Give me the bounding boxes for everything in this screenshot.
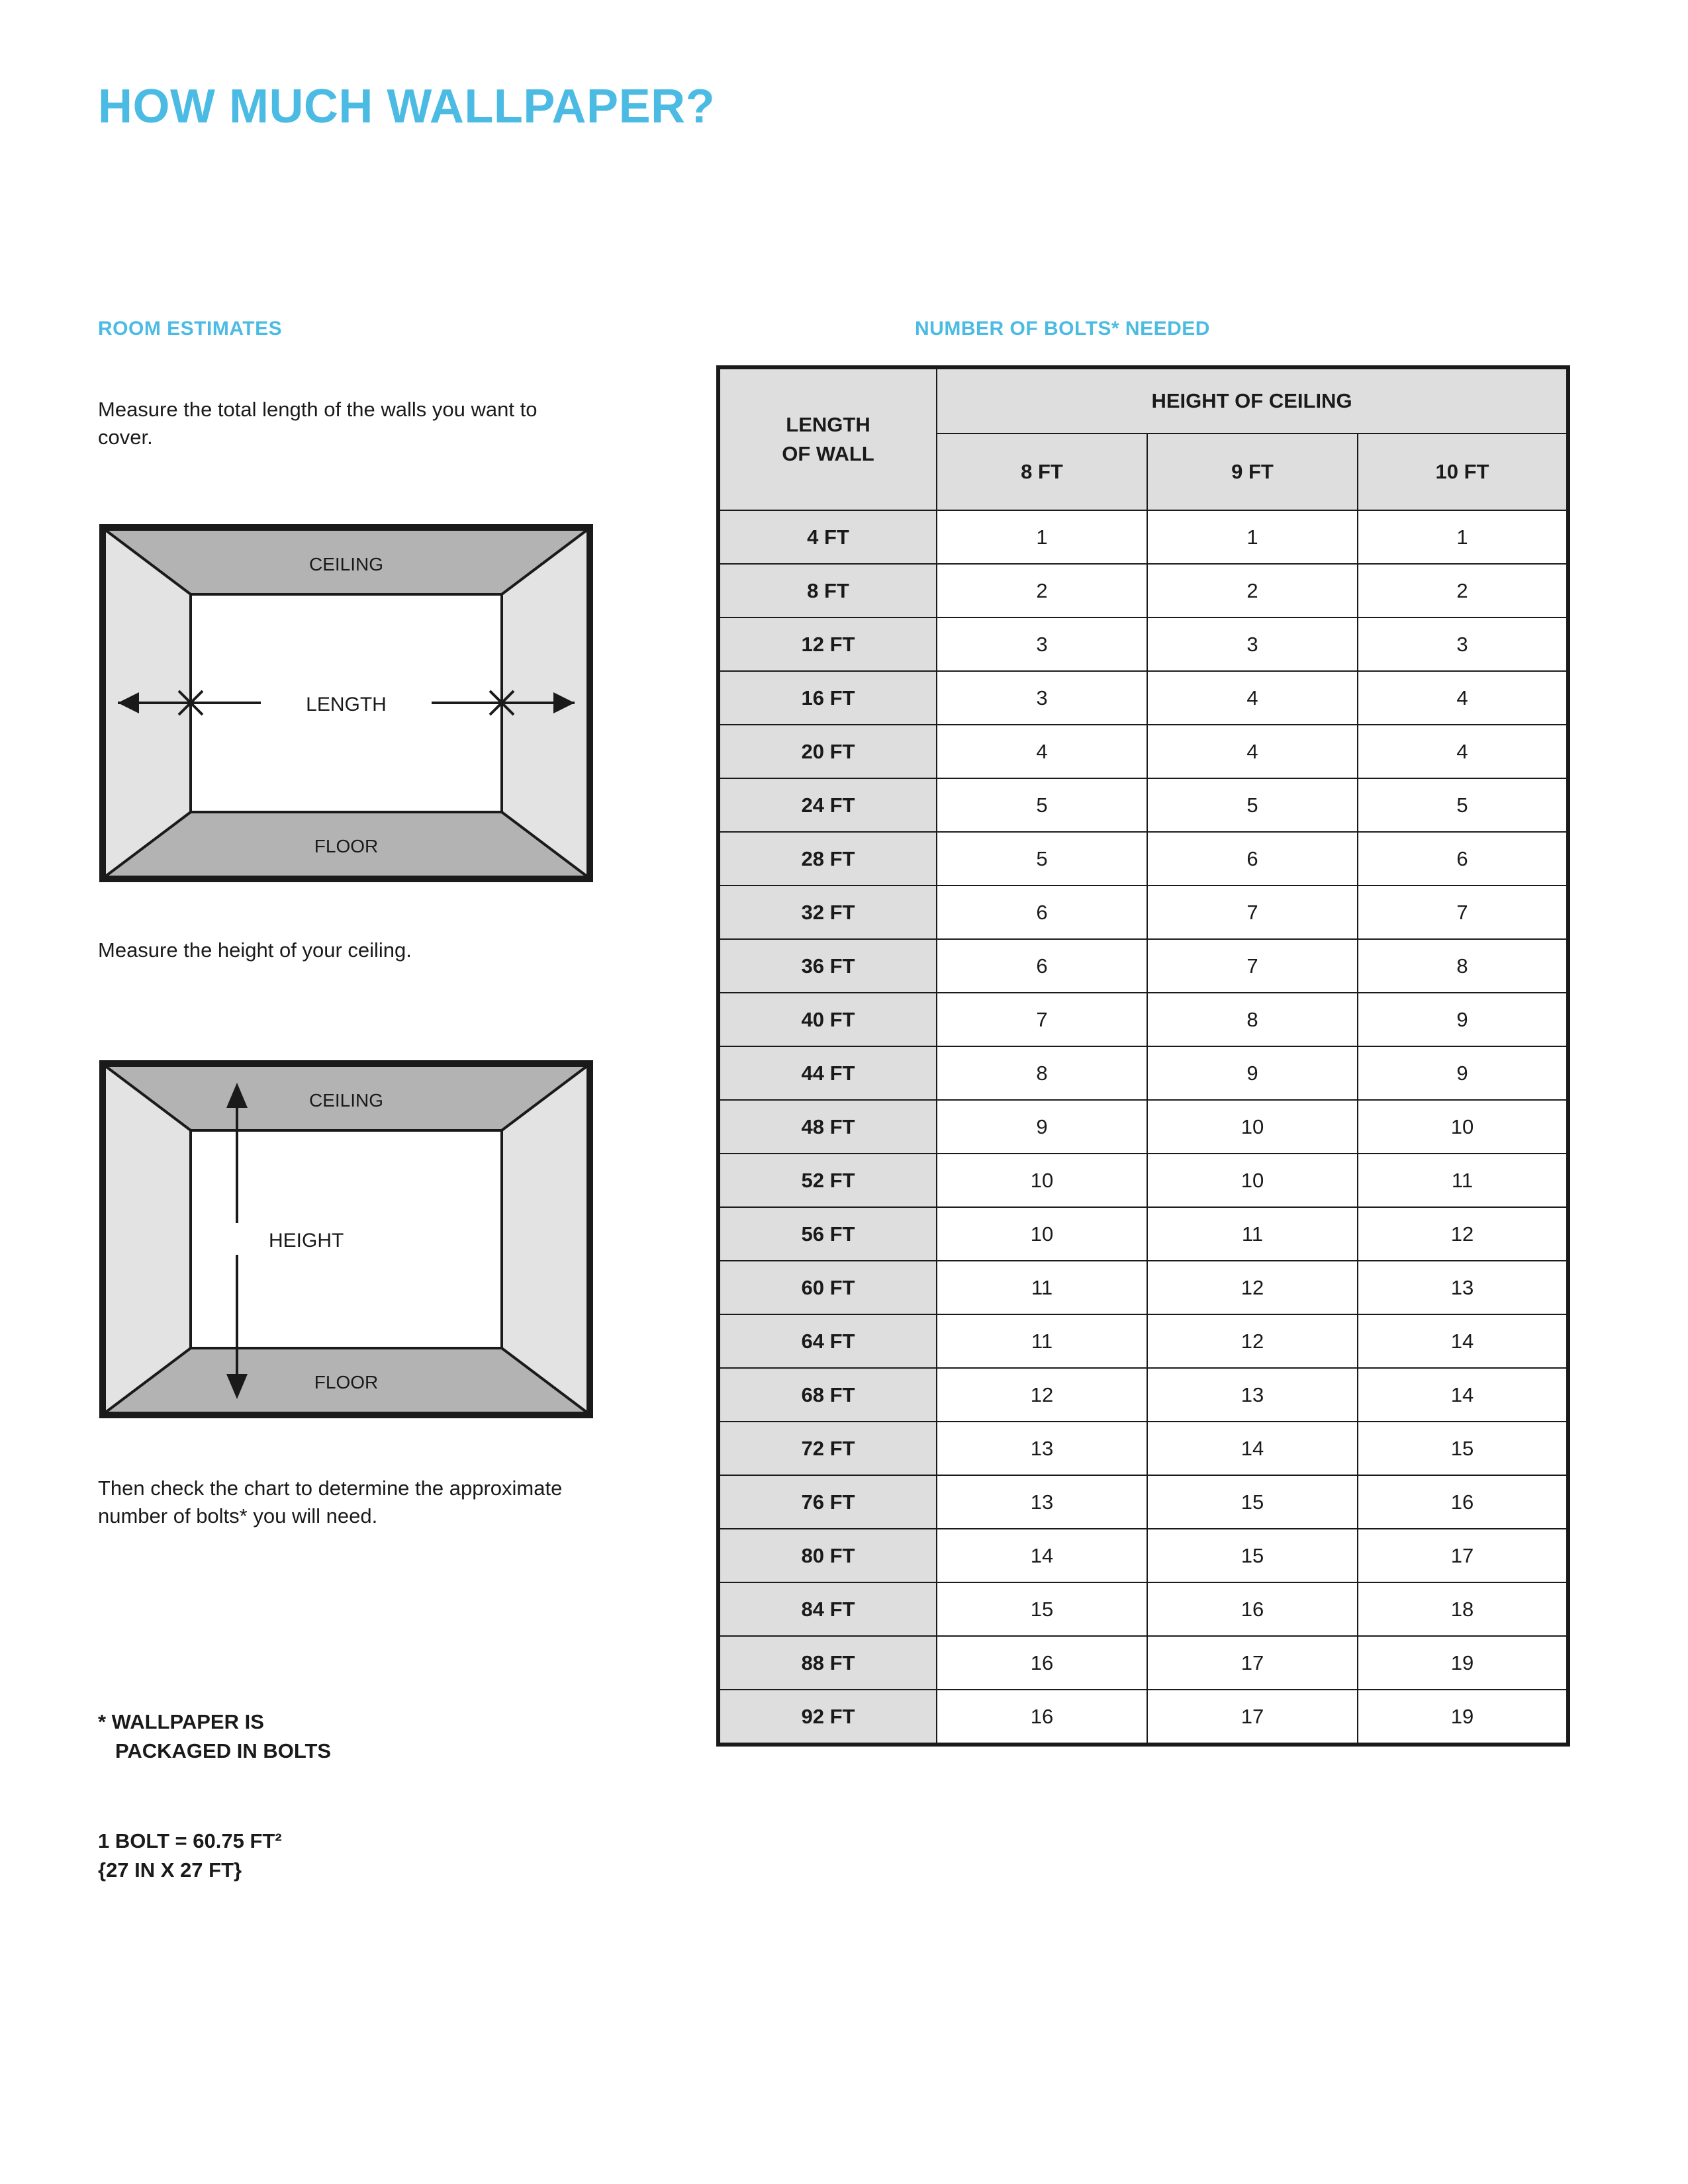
- bolts-value-cell: 7: [1147, 886, 1358, 939]
- row-length-label: 24 FT: [718, 778, 937, 832]
- row-length-label: 12 FT: [718, 617, 937, 671]
- row-length-label: 68 FT: [718, 1368, 937, 1422]
- row-length-label: 44 FT: [718, 1046, 937, 1100]
- bolts-value-cell: 4: [1358, 725, 1568, 778]
- height-label: HEIGHT: [269, 1230, 344, 1251]
- table-row: [718, 671, 1568, 725]
- row-length-label: 84 FT: [718, 1582, 937, 1636]
- bolts-value-cell: 16: [937, 1690, 1147, 1745]
- table-row: [718, 1529, 1568, 1582]
- bolts-value-cell: 14: [1358, 1314, 1568, 1368]
- length-header-line-2: OF WALL: [782, 442, 874, 465]
- bolts-value-cell: 16: [1358, 1475, 1568, 1529]
- bolts-value-cell: 3: [1358, 617, 1568, 671]
- bolts-value-cell: 6: [1358, 832, 1568, 886]
- bolts-value-cell: 13: [1147, 1368, 1358, 1422]
- bolts-value-cell: 9: [1147, 1046, 1358, 1100]
- row-length-label: 40 FT: [718, 993, 937, 1046]
- table-body: [718, 510, 1568, 1745]
- bolts-table-container: [716, 365, 1567, 1747]
- bolts-value-cell: 6: [937, 939, 1147, 993]
- bolts-value-cell: 15: [1147, 1475, 1358, 1529]
- bolts-value-cell: 2: [1147, 564, 1358, 617]
- bolts-value-cell: 17: [1147, 1636, 1358, 1690]
- bolts-value-cell: 4: [1358, 671, 1568, 725]
- bolts-value-cell: 5: [1358, 778, 1568, 832]
- bolts-value-cell: 4: [937, 725, 1147, 778]
- bolts-value-cell: 2: [937, 564, 1147, 617]
- table-row: [718, 1261, 1568, 1314]
- table-row: [718, 1690, 1568, 1745]
- bolts-value-cell: 3: [937, 671, 1147, 725]
- ceiling-label: CEILING: [308, 1090, 384, 1111]
- bolts-value-cell: 3: [937, 617, 1147, 671]
- table-row: [718, 1207, 1568, 1261]
- row-length-label: 28 FT: [718, 832, 937, 886]
- row-length-label: 72 FT: [718, 1422, 937, 1475]
- bolts-value-cell: 1: [1147, 510, 1358, 564]
- bolts-value-cell: 14: [1358, 1368, 1568, 1422]
- bolts-value-cell: 5: [937, 832, 1147, 886]
- row-length-label: 36 FT: [718, 939, 937, 993]
- bolt-note: [98, 1707, 588, 1766]
- bolts-value-cell: 14: [937, 1529, 1147, 1582]
- instruction-check-chart: Then check the chart to determine the approximate number of bolts* you will need.: [98, 1477, 563, 1527]
- bolts-value-cell: 5: [937, 778, 1147, 832]
- room-height-diagram: [98, 1059, 594, 1420]
- bolts-value-cell: 16: [1147, 1582, 1358, 1636]
- row-length-label: 88 FT: [718, 1636, 937, 1690]
- bolts-value-cell: 10: [937, 1154, 1147, 1207]
- bolts-value-cell: 13: [937, 1422, 1147, 1475]
- bolts-value-cell: 12: [1147, 1314, 1358, 1368]
- bolts-table: [716, 365, 1570, 1747]
- bolts-value-cell: 15: [1358, 1422, 1568, 1475]
- bolt-note-line-1: * WALLPAPER IS: [98, 1710, 264, 1733]
- row-length-label: 48 FT: [718, 1100, 937, 1154]
- page-title: HOW MUCH WALLPAPER?: [98, 80, 716, 133]
- bolts-value-cell: 19: [1358, 1690, 1568, 1745]
- bolts-value-cell: 12: [937, 1368, 1147, 1422]
- table-row: [718, 1422, 1568, 1475]
- row-length-label: 60 FT: [718, 1261, 937, 1314]
- bolts-value-cell: 10: [1147, 1154, 1358, 1207]
- row-length-label: 80 FT: [718, 1529, 937, 1582]
- row-length-label: 8 FT: [718, 564, 937, 617]
- bolts-value-cell: 9: [1358, 993, 1568, 1046]
- table-row: [718, 1154, 1568, 1207]
- bolts-value-cell: 1: [1358, 510, 1568, 564]
- bolts-value-cell: 17: [1147, 1690, 1358, 1745]
- table-row: [718, 510, 1568, 564]
- col-header-8ft: 8 FT: [937, 433, 1147, 510]
- row-length-label: 16 FT: [718, 671, 937, 725]
- bolts-value-cell: 9: [1358, 1046, 1568, 1100]
- length-label: LENGTH: [306, 694, 387, 715]
- bolts-value-cell: 16: [937, 1636, 1147, 1690]
- table-row: [718, 993, 1568, 1046]
- row-length-label: 64 FT: [718, 1314, 937, 1368]
- ceiling-label: CEILING: [308, 554, 384, 574]
- bolts-value-cell: 12: [1358, 1207, 1568, 1261]
- bolts-value-cell: 7: [1358, 886, 1568, 939]
- bolt-size-note: [98, 1827, 588, 1885]
- bolts-value-cell: 10: [937, 1207, 1147, 1261]
- bolts-value-cell: 13: [937, 1475, 1147, 1529]
- bolts-value-cell: 10: [1358, 1100, 1568, 1154]
- table-row: [718, 778, 1568, 832]
- bolts-value-cell: 19: [1358, 1636, 1568, 1690]
- height-of-ceiling-header: HEIGHT OF CEILING: [937, 367, 1568, 433]
- room-length-diagram: [98, 523, 594, 884]
- bolts-value-cell: 11: [1358, 1154, 1568, 1207]
- bolts-value-cell: 1: [937, 510, 1147, 564]
- bolts-value-cell: 17: [1358, 1529, 1568, 1582]
- bolts-value-cell: 8: [1147, 993, 1358, 1046]
- bolt-size-line-1: 1 BOLT = 60.75 FT²: [98, 1829, 282, 1852]
- table-row: [718, 1314, 1568, 1368]
- bolts-value-cell: 6: [937, 886, 1147, 939]
- bolts-value-cell: 15: [937, 1582, 1147, 1636]
- bolt-note-line-2: PACKAGED IN BOLTS: [115, 1739, 332, 1762]
- room-estimates-heading: ROOM ESTIMATES: [98, 318, 283, 340]
- table-header: [718, 367, 1568, 510]
- bolts-value-cell: 4: [1147, 671, 1358, 725]
- table-row: [718, 725, 1568, 778]
- row-length-label: 32 FT: [718, 886, 937, 939]
- bolts-value-cell: 2: [1358, 564, 1568, 617]
- table-row: [718, 564, 1568, 617]
- bolts-value-cell: 18: [1358, 1582, 1568, 1636]
- bolts-value-cell: 5: [1147, 778, 1358, 832]
- table-row: [718, 1636, 1568, 1690]
- floor-label: FLOOR: [314, 836, 379, 856]
- bolts-value-cell: 9: [937, 1100, 1147, 1154]
- bolts-value-cell: 7: [1147, 939, 1358, 993]
- bolts-value-cell: 11: [1147, 1207, 1358, 1261]
- bolts-value-cell: 8: [1358, 939, 1568, 993]
- table-row: [718, 1368, 1568, 1422]
- bolts-table-heading: NUMBER OF BOLTS* NEEDED: [915, 318, 1210, 340]
- bolts-value-cell: 11: [937, 1314, 1147, 1368]
- bolts-value-cell: 14: [1147, 1422, 1358, 1475]
- bolts-value-cell: 3: [1147, 617, 1358, 671]
- table-row: [718, 1100, 1568, 1154]
- table-row: [718, 1582, 1568, 1636]
- bolts-value-cell: 8: [937, 1046, 1147, 1100]
- row-length-label: 56 FT: [718, 1207, 937, 1261]
- table-row: [718, 939, 1568, 993]
- bolts-value-cell: 13: [1358, 1261, 1568, 1314]
- table-row: [718, 1046, 1568, 1100]
- bolts-value-cell: 12: [1147, 1261, 1358, 1314]
- row-length-label: 52 FT: [718, 1154, 937, 1207]
- bolts-value-cell: 15: [1147, 1529, 1358, 1582]
- row-length-label: 76 FT: [718, 1475, 937, 1529]
- col-header-9ft: 9 FT: [1147, 433, 1358, 510]
- table-row: [718, 832, 1568, 886]
- row-length-label: 92 FT: [718, 1690, 937, 1745]
- row-length-label: 4 FT: [718, 510, 937, 564]
- table-row: [718, 886, 1568, 939]
- instruction-measure-height: Measure the height of your ceiling.: [98, 938, 412, 962]
- bolts-value-cell: 4: [1147, 725, 1358, 778]
- instruction-measure-length: Measure the total length of the walls you want to cover.: [98, 398, 538, 449]
- bolts-value-cell: 11: [937, 1261, 1147, 1314]
- bolt-size-line-2: {27 IN X 27 FT}: [98, 1858, 242, 1882]
- row-length-label: 20 FT: [718, 725, 937, 778]
- bolts-value-cell: 6: [1147, 832, 1358, 886]
- col-header-10ft: 10 FT: [1358, 433, 1568, 510]
- table-row: [718, 1475, 1568, 1529]
- floor-label: FLOOR: [314, 1372, 379, 1392]
- bolts-value-cell: 7: [937, 993, 1147, 1046]
- bolts-value-cell: 10: [1147, 1100, 1358, 1154]
- length-header-line-1: LENGTH: [786, 413, 870, 436]
- length-of-wall-header: [718, 367, 937, 510]
- table-row: [718, 617, 1568, 671]
